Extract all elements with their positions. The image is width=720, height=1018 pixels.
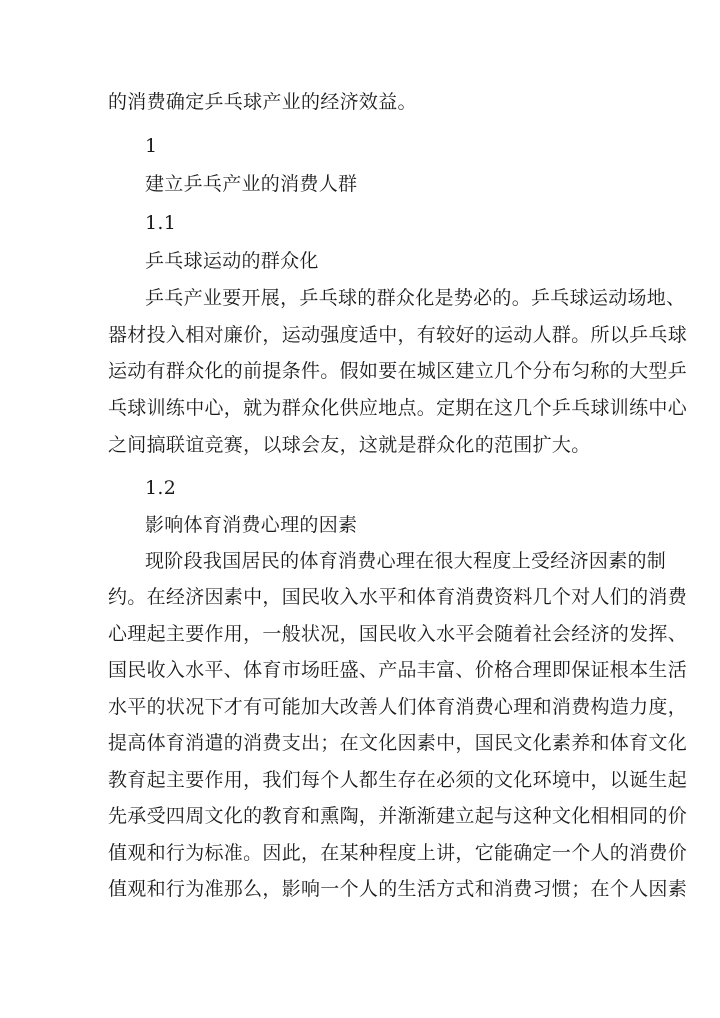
subsection-heading: 影响体育消费心理的因素	[145, 514, 358, 536]
paragraph-line: 值观和行为标准。因此，在某种程度上讲，它能确定一个人的消费价	[108, 842, 688, 864]
section-heading: 建立乒乓产业的消费人群	[145, 173, 358, 195]
section-number: 1	[145, 135, 158, 157]
paragraph-line: 教育起主要作用，我们每个人都生存在必须的文化环境中，以诞生起	[108, 769, 688, 791]
subsection-number: 1.2	[145, 477, 177, 499]
subsection-heading: 乒乓球运动的群众化	[145, 250, 319, 272]
paragraph-line: 水平的状况下才有可能加大改善人们体育消费心理和消费构造力度，	[108, 696, 688, 718]
paragraph-line: 乒乓产业要开展，乒乓球的群众化是势必的。乒乓球运动场地、	[145, 287, 686, 309]
paragraph-line: 运动有群众化的前提条件。假如要在城区建立几个分布匀称的大型乒	[108, 360, 688, 382]
paragraph-line: 约。在经济因素中，国民收入水平和体育消费资料几个对人们的消费	[108, 586, 688, 608]
paragraph-line: 国民收入水平、体育市场旺盛、产品丰富、价格合理即保证根本生活	[108, 659, 688, 681]
paragraph-line: 的消费确定乒乓球产业的经济效益。	[108, 91, 417, 113]
paragraph-line: 值观和行为准那么，影响一个人的生活方式和消费习惯；在个人因素	[108, 878, 688, 900]
paragraph-line: 现阶段我国居民的体育消费心理在很大程度上受经济因素的制	[145, 550, 667, 572]
subsection-number: 1.1	[145, 212, 177, 234]
paragraph-line: 心理起主要作用，一般状况，国民收入水平会随着社会经济的发挥、	[108, 623, 688, 645]
paragraph-line: 器材投入相对廉价，运动强度适中，有较好的运动人群。所以乒乓球	[108, 324, 688, 346]
paragraph-line: 乓球训练中心，就为群众化供应地点。定期在这几个乒乓球训练中心	[108, 397, 688, 419]
paragraph-line: 之间搞联谊竞赛，以球会友，这就是群众化的范围扩大。	[108, 434, 591, 456]
paragraph-line: 提高体育消遣的消费支出；在文化因素中，国民文化素养和体育文化	[108, 732, 688, 754]
paragraph-line: 先承受四周文化的教育和熏陶，并渐渐建立起与这种文化相相同的价	[108, 805, 688, 827]
